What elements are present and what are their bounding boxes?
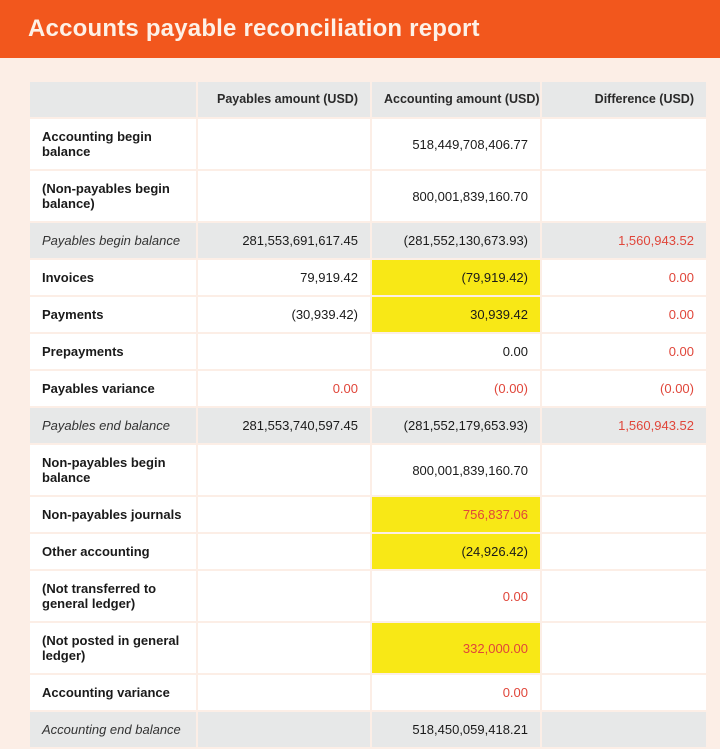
table-row-not-transferred-to-general-ledger xyxy=(30,571,706,621)
row-label: Invoices xyxy=(30,260,196,295)
table-row-payables-begin-balance xyxy=(30,223,706,258)
row-label: (Not transferred to general ledger) xyxy=(30,571,196,621)
difference-cell xyxy=(542,534,706,569)
difference-cell xyxy=(542,171,706,221)
row-label: Other accounting xyxy=(30,534,196,569)
accounting-cell: (281,552,130,673.93) xyxy=(372,223,540,258)
payables-cell xyxy=(198,623,370,673)
column-header-label xyxy=(30,82,196,117)
difference-cell xyxy=(542,497,706,532)
accounting-cell: (281,552,179,653.93) xyxy=(372,408,540,443)
table-row-other-accounting xyxy=(30,534,706,569)
difference-cell xyxy=(542,119,706,169)
payables-cell xyxy=(198,712,370,747)
row-label: Accounting begin balance xyxy=(30,119,196,169)
difference-cell: 1,560,943.52 xyxy=(542,223,706,258)
payables-cell xyxy=(198,171,370,221)
difference-cell xyxy=(542,712,706,747)
row-label: Non-payables journals xyxy=(30,497,196,532)
difference-cell: 0.00 xyxy=(542,297,706,332)
table-row-payables-variance xyxy=(30,371,706,406)
report-banner xyxy=(0,0,720,58)
column-header-payables: Payables amount (USD) xyxy=(198,82,370,117)
row-label: (Not posted in general ledger) xyxy=(30,623,196,673)
table-header-row xyxy=(30,82,706,117)
accounting-cell: 0.00 xyxy=(372,675,540,710)
difference-cell xyxy=(542,445,706,495)
payables-cell xyxy=(198,445,370,495)
payables-cell: 281,553,740,597.45 xyxy=(198,408,370,443)
accounting-cell-highlighted: 332,000.00 xyxy=(372,623,540,673)
table-row-payments xyxy=(30,297,706,332)
accounting-cell-highlighted: (79,919.42) xyxy=(372,260,540,295)
reconciliation-report xyxy=(28,80,708,749)
difference-cell: 1,560,943.52 xyxy=(542,408,706,443)
accounting-cell-highlighted: (24,926.42) xyxy=(372,534,540,569)
difference-cell xyxy=(542,571,706,621)
accounting-cell: 518,450,059,418.21 xyxy=(372,712,540,747)
payables-cell xyxy=(198,497,370,532)
table-row-non-payables-begin-balance xyxy=(30,445,706,495)
accounting-cell: 0.00 xyxy=(372,334,540,369)
row-label: Accounting end balance xyxy=(30,712,196,747)
payables-cell: 0.00 xyxy=(198,371,370,406)
payables-cell xyxy=(198,571,370,621)
table-row-accounting-variance xyxy=(30,675,706,710)
payables-cell xyxy=(198,675,370,710)
row-label: Non-payables begin balance xyxy=(30,445,196,495)
payables-cell xyxy=(198,119,370,169)
table-row-not-posted-in-general-ledger xyxy=(30,623,706,673)
accounting-cell: (0.00) xyxy=(372,371,540,406)
accounting-cell-highlighted: 756,837.06 xyxy=(372,497,540,532)
difference-cell xyxy=(542,675,706,710)
row-label: Prepayments xyxy=(30,334,196,369)
difference-cell: 0.00 xyxy=(542,260,706,295)
row-label: Accounting variance xyxy=(30,675,196,710)
accounting-cell-highlighted: 30,939.42 xyxy=(372,297,540,332)
page-title: Accounts payable reconciliation report xyxy=(28,15,480,42)
payables-cell xyxy=(198,534,370,569)
difference-cell: 0.00 xyxy=(542,334,706,369)
table-row-accounting-begin-balance xyxy=(30,119,706,169)
payables-cell: 281,553,691,617.45 xyxy=(198,223,370,258)
reconciliation-table xyxy=(28,80,708,749)
table-row-non-payables-begin-balance-paren xyxy=(30,171,706,221)
table-row-invoices xyxy=(30,260,706,295)
row-label: Payments xyxy=(30,297,196,332)
table-row-accounting-end-balance xyxy=(30,712,706,747)
accounting-cell: 0.00 xyxy=(372,571,540,621)
accounting-cell: 800,001,839,160.70 xyxy=(372,445,540,495)
difference-cell: (0.00) xyxy=(542,371,706,406)
row-label: Payables begin balance xyxy=(30,223,196,258)
column-header-accounting: Accounting amount (USD) xyxy=(372,82,540,117)
row-label: Payables variance xyxy=(30,371,196,406)
accounting-cell: 800,001,839,160.70 xyxy=(372,171,540,221)
table-row-payables-end-balance xyxy=(30,408,706,443)
table-row-prepayments xyxy=(30,334,706,369)
table-row-non-payables-journals xyxy=(30,497,706,532)
difference-cell xyxy=(542,623,706,673)
accounting-cell: 518,449,708,406.77 xyxy=(372,119,540,169)
column-header-difference: Difference (USD) xyxy=(542,82,706,117)
payables-cell: 79,919.42 xyxy=(198,260,370,295)
payables-cell: (30,939.42) xyxy=(198,297,370,332)
payables-cell xyxy=(198,334,370,369)
row-label: Payables end balance xyxy=(30,408,196,443)
row-label: (Non-payables begin balance) xyxy=(30,171,196,221)
